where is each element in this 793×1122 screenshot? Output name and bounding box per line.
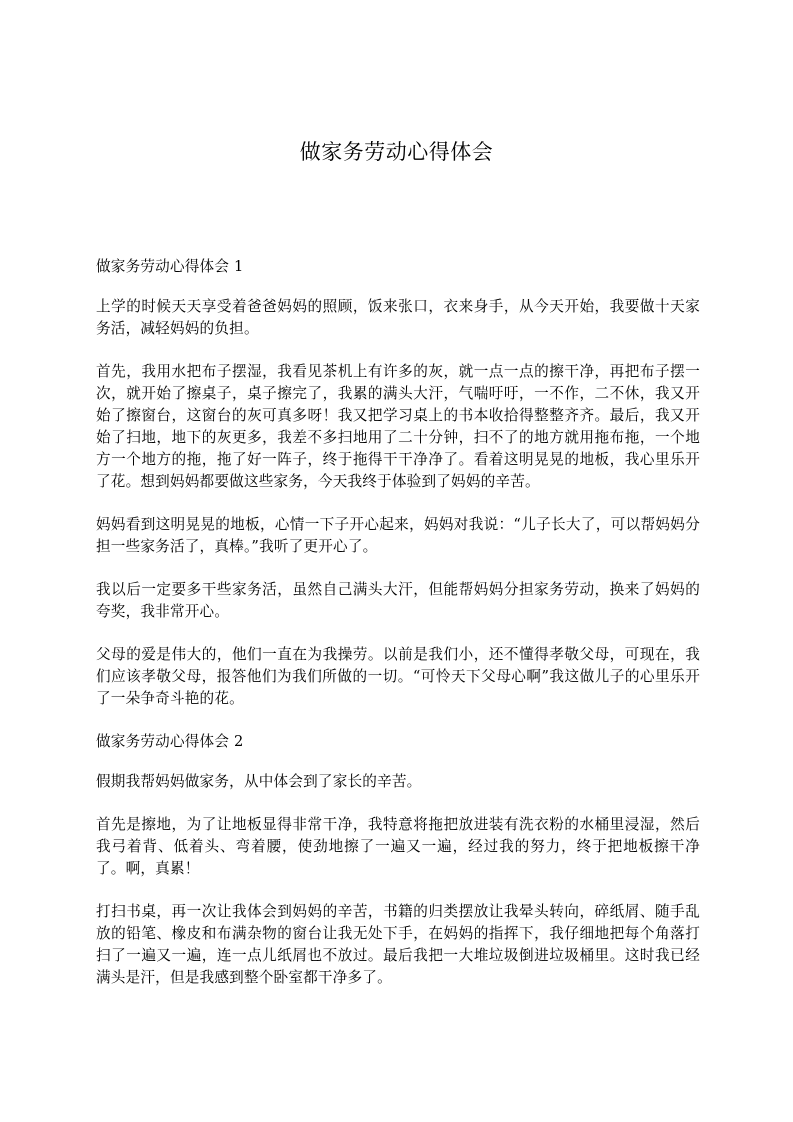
section-heading: 做家务劳动心得体会 1 xyxy=(96,258,244,275)
paragraph: 上学的时候天天享受着爸爸妈妈的照顾，饭来张口，衣来身手，从今天开始，我要做十天家务活，减轻妈妈的负担。 xyxy=(96,298,700,337)
paragraph: 首先是擦地，为了让地板显得非常干净，我特意将拖把放进装有洗衣粉的水桶里浸湿，然后我弓着背、低着头、弯着腰，使劲地擦了一遍又一遍，经过我的努力，终于把地板擦干净了。啊，真累！ xyxy=(96,816,700,877)
paragraph: 妈妈看到这明晃晃的地板，心情一下子开心起来，妈妈对我说：“儿子长大了，可以帮妈妈分担一些家务活了，真棒。”我听了更开心了。 xyxy=(96,516,700,555)
paragraph: 首先，我用水把布子摆湿，我看见茶机上有许多的灰，就一点一点的擦干净，再把布子摆一次，就开始了擦桌子，桌子擦完了，我累的满头大汗，气喘吁吁，一不作，二不休，我又开始了擦窗台，这窗台的灰可真多呀！我又把学习桌上的书本收拾得整整齐齐。最后，我又开始了扫地，地下的灰更多，我差不多扫地用了二十分钟，扫不了的地方就用拖布拖，一个地方一个地方的拖，拖了好一阵子，终于拖得干干净净了。看着这明晃晃的地板，我心里乐开了花。想到妈妈都要做这些家务，今天我终于体验到了妈妈的辛苦。 xyxy=(96,363,700,490)
paragraph: 我以后一定要多干些家务活，虽然自己满头大汗，但能帮妈妈分担家务劳动，换来了妈妈的夸奖，我非常开心。 xyxy=(96,581,700,620)
section-heading: 做家务劳动心得体会 2 xyxy=(96,733,244,750)
document-title: 做家务劳动心得体会 xyxy=(299,140,494,164)
paragraph: 假期我帮妈妈做家务，从中体会到了家长的辛苦。 xyxy=(96,773,422,790)
paragraph: 打扫书桌，再一次让我体会到妈妈的辛苦，书籍的归类摆放让我晕头转向，碎纸屑、随手乱放的铅笔、橡皮和布满杂物的窗台让我无处下手，在妈妈的指挥下，我仔细地把每个角落打扫了一遍又一遍，连一点儿纸屑也不放过。最后我把一大堆垃圾倒进垃圾桶里。这时我已经满头是汗，但是我感到整个卧室都干净多了。 xyxy=(96,903,700,986)
document-body xyxy=(96,256,700,1010)
paragraph: 父母的爱是伟大的，他们一直在为我操劳。以前是我们小，还不懂得孝敬父母，可现在，我们应该孝敬父母，报答他们为我们所做的一切。“可怜天下父母心啊”我这做儿子的心里乐开了一朵争奇斗艳的花。 xyxy=(96,646,700,707)
